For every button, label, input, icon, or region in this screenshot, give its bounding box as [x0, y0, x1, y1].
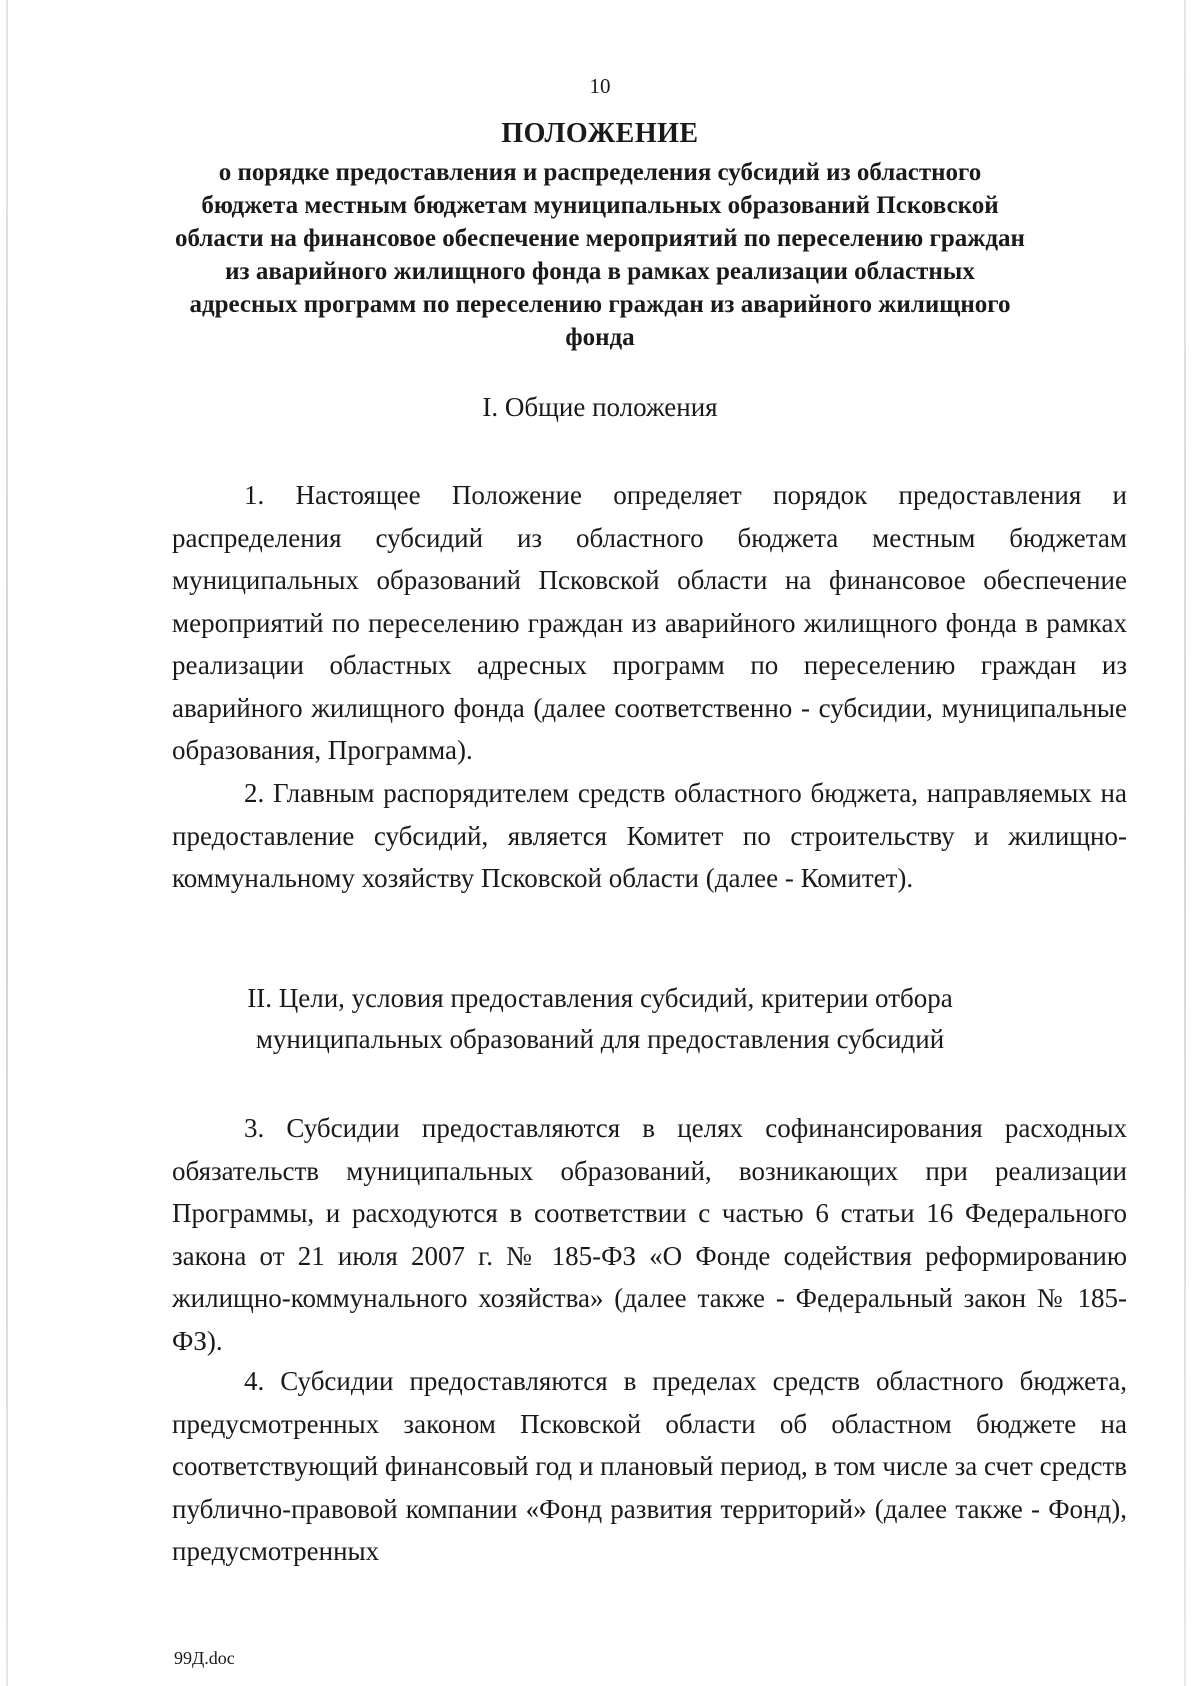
paragraph-1: 1. Настоящее Положение определяет порядок предоставления и распределения субсидий из областного бюджета местным бюджетам муниципальных образований Псковской области на финансовое обеспечение мероприятий по переселению граждан из аварийного жилищного фонда в рамках реализации областных адресных программ по переселению граждан из аварийного жилищного фонда (далее соответственно - субсидии, муниципальные образования, Программа).	[172, 480, 1127, 765]
scan-edge-right	[1184, 0, 1186, 1686]
section-heading-general: I. Общие положения	[482, 392, 718, 422]
page-number: 10	[589, 74, 611, 98]
section-heading-goals: II. Цели, условия предоставления субсидий, критерии отбора муниципальных образований для предоставления субсидий	[247, 983, 953, 1054]
document-subtitle: о порядке предоставления и распределения субсидий из областного бюджета местным бюджетам муниципальных образований Псковской области на финансовое обеспечение мероприятий по переселению граждан из аварийного жилищного фонда в рамках реализации областных адресных программ по переселению граждан из аварийного жилищного фонда	[175, 159, 1025, 351]
document-title: ПОЛОЖЕНИЕ	[501, 118, 699, 149]
footer-filename: 99Д.doc	[174, 1648, 235, 1668]
paragraph-4: 4. Субсидии предоставляются в пределах средств областного бюджета, предусмотренных законом Псковской области об областном бюджете на соответствующий финансовый год и плановый период, в том числе за счет средств публично-правовой компании «Фонд развития территорий» (далее также - Фонд), предусмотренных	[172, 1366, 1127, 1566]
paragraph-2: 2. Главным распорядителем средств областного бюджета, направляемых на предоставление субсидий, является Комитет по строительству и жилищно-коммунальному хозяйству Псковской области (далее - Комитет).	[172, 778, 1127, 893]
scan-edge-left	[6, 0, 8, 1686]
paragraph-3: 3. Субсидии предоставляются в целях софинансирования расходных обязательств муниципальных образований, возникающих при реализации Программы, и расходуются в соответствии с частью 6 статьи 16 Федерального закона от 21 июля 2007 г. № 185-ФЗ «О Фонде содействия реформированию жилищно-коммунального хозяйства» (далее также - Федеральный закон № 185-ФЗ).	[172, 1113, 1127, 1356]
